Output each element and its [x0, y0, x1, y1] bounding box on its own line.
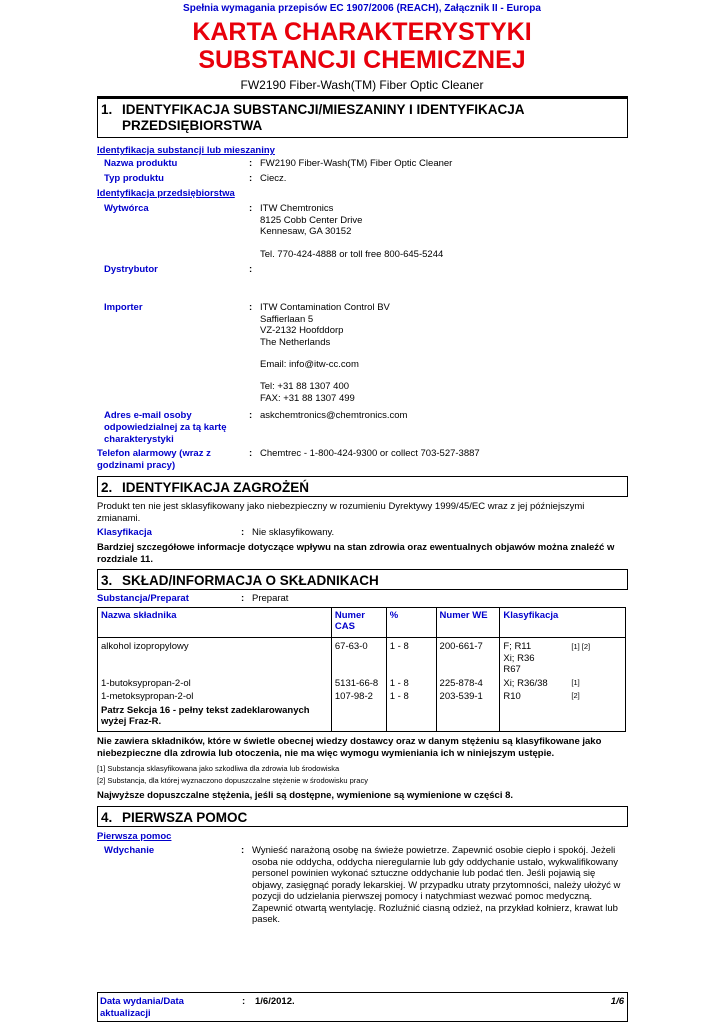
value-classification: Nie sklasyfikowany.: [252, 527, 335, 538]
table-row: alkohol izopropylowy 67-63-0 1 - 8 200-661-7 F; R11 Xi; R36 R67 [1] [2]: [98, 638, 626, 677]
footnote-1: [1] Substancja sklasyfikowana jako szkodliwa dla zdrowia lub środowiska: [97, 764, 340, 773]
footnote-2: [2] Substancja, dla której wyznaczono dopuszczalne stężenie w środowisku pracy: [97, 776, 368, 785]
value-manufacturer-tel: Tel. 770-424-4888 or toll free 800-645-5244: [260, 249, 444, 260]
table-header-row: [98, 608, 626, 638]
label-emergency-phone: Telefon alarmowy (wraz z godzinami pracy): [97, 448, 211, 471]
col-header-name: Nazwa składnika: [98, 608, 332, 638]
col-header-percent: %: [386, 608, 436, 638]
value-product-name: FW2190 Fiber-Wash(TM) Fiber Optic Cleaner: [260, 158, 453, 169]
see-section-16: Patrz Sekcja 16 - pełny tekst zadeklarowanych wyżej Fraz-R.: [98, 704, 332, 732]
section-3-number: 3.: [101, 573, 113, 588]
subheading-company: Identyfikacja przedsiębiorstwa: [97, 188, 235, 199]
subheading-first-aid: Pierwsza pomoc: [97, 831, 172, 842]
document-title-line1: KARTA CHARAKTERYSTYKI: [192, 18, 532, 46]
label-substance: Substancja/Preparat: [97, 593, 189, 604]
page-number: 1/6: [610, 996, 624, 1007]
label-inhalation: Wdychanie: [104, 845, 155, 856]
table-row: 1-butoksypropan-2-ol 5131-66-8 1 - 8 225-878-4 Xi; R36/38 [1]: [98, 677, 626, 691]
value-product-type: Ciecz.: [260, 173, 287, 184]
section-4-number: 4.: [101, 810, 113, 825]
value-emergency-phone: Chemtrec - 1-800-424-9300 or collect 703-527-3887: [260, 448, 480, 459]
section-4-header: [97, 806, 628, 827]
label-manufacturer: Wytwórca: [104, 203, 149, 214]
section-3-exposure: Najwyższe dopuszczalne stężenia, jeśli są dostępne, wymienione są wymienione w części 8.: [97, 790, 514, 801]
regulation-note: Spełnia wymagania przepisów EC 1907/2006 (REACH), Załącznik II - Europa: [183, 3, 541, 14]
section-3-header: [97, 569, 628, 590]
label-product-type: Typ produktu: [104, 173, 164, 184]
section-2-header: [97, 476, 628, 497]
value-importer-email: Email: info@itw-cc.com: [260, 359, 359, 370]
label-distributor: Dystrybutor: [104, 264, 158, 275]
label-contact-email: Adres e-mail osoby odpowiedzialnej za tą kartę charakterystyki: [104, 410, 227, 445]
product-subtitle: FW2190 Fiber-Wash(TM) Fiber Optic Cleaner: [240, 78, 484, 92]
section-1-title: IDENTYFIKACJA SUBSTANCJI/MIESZANINY I IDENTYFIKACJA PRZEDSIĘBIORSTWA: [122, 102, 525, 133]
ingredients-table: [97, 607, 626, 732]
value-importer: ITW Contamination Control BV Saffierlaan 5 VZ-2132 Hoofddorp The Netherlands: [260, 302, 390, 348]
value-contact-email: askchemtronics@chemtronics.com: [260, 410, 408, 421]
section-2-title: IDENTYFIKACJA ZAGROŻEŃ: [122, 480, 310, 495]
value-substance: Preparat: [252, 593, 289, 604]
value-importer-phone: Tel: +31 88 1307 400 FAX: +31 88 1307 499: [260, 381, 355, 404]
value-manufacturer: ITW Chemtronics 8125 Cobb Center Drive Kennesaw, GA 30152: [260, 203, 363, 237]
footer-date: 1/6/2012.: [255, 996, 295, 1007]
table-row: [98, 704, 626, 732]
col-header-ec: Numer WE: [436, 608, 500, 638]
label-product-name: Nazwa produktu: [104, 158, 178, 169]
section-1-number: 1.: [101, 102, 113, 117]
subheading-identification: Identyfikacja substancji lub mieszaniny: [97, 145, 275, 156]
footer: Data wydania/Data aktualizacji : 1/6/2012. 1/6: [97, 992, 628, 1022]
col-header-classification: Klasyfikacja: [500, 608, 626, 638]
ref-marker: [2]: [571, 691, 580, 700]
section-3-title: SKŁAD/INFORMACJA O SKŁADNIKACH: [122, 573, 379, 588]
section-2-number: 2.: [101, 480, 113, 495]
ref-marker: [1] [2]: [571, 642, 591, 651]
value-inhalation: Wynieść narażoną osobę na świeże powietrze. Zapewnić osobie ciepło i spokój. Jeżeli osoba nie oddycha, oddycha nieregularnie lub gdy oddychanie ustało, wykwalifikowany personel powinien wykonać sztuczne oddychanie lub podać tlen. Jeśli pojawią się objawy, zasięgnąć porady lekarskiej. W przypadku utraty przytomności, należy ułożyć w pozycji do udzielania pierwszej pomocy i natychmiast wezwać pomoc medyczną. Zapewnić otwartą wentylację. Rozluźnić ciasną odzież, na przykład kołnierz, krawat lub pasek.: [252, 845, 621, 925]
footer-date-label: Data wydania/Data aktualizacji: [100, 996, 184, 1019]
label-importer: Importer: [104, 302, 143, 313]
ref-marker: [1]: [571, 677, 580, 687]
table-row: 1-metoksypropan-2-ol 107-98-2 1 - 8 203-539-1 R10 [2]: [98, 690, 626, 704]
section-4-title: PIERWSZA POMOC: [122, 810, 248, 825]
section-3-no-ingredients: Nie zawiera składników, które w świetle obecnej wiedzy dostawcy oraz w danym stężeniu są klasyfikowane jako niebezpieczne dla zdrowia lub otoczenia, nie ma więc wymogu wymieniania ich w niniejszym ustępie.: [97, 736, 602, 759]
document-title-line2: SUBSTANCJI CHEMICZNEJ: [198, 46, 526, 74]
section-2-more-info: Bardziej szczegółowe informacje dotyczące wpływu na stan zdrowia oraz ewentualnych objawów można znaleźć w rozdziale 11.: [97, 542, 615, 565]
label-classification: Klasyfikacja: [97, 527, 152, 538]
col-header-cas: Numer CAS: [331, 608, 386, 638]
section-2-intro: Produkt ten nie jest sklasyfikowany jako niebezpieczny w rozumieniu Dyrektywy 1999/45/EC wraz z jej późniejszymi zmianami.: [97, 501, 585, 524]
section-1-header: [97, 98, 628, 138]
